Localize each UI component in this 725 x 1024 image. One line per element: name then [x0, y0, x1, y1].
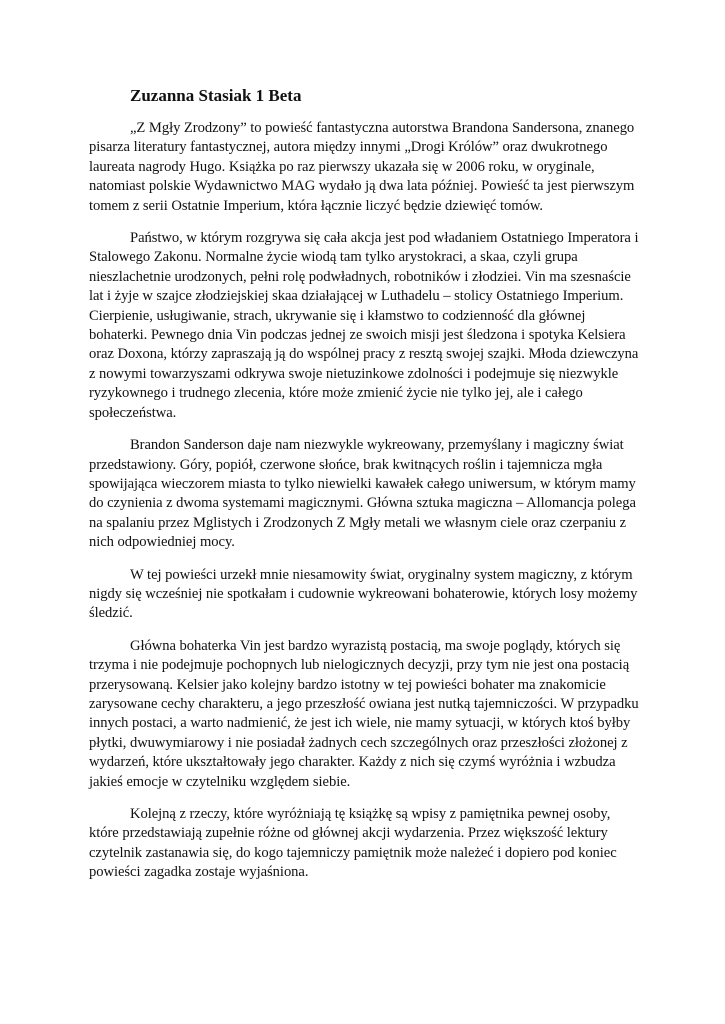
document-page: [89, 86, 641, 896]
paragraph-6: Kolejną z rzeczy, które wyróżniają tę książkę są wpisy z pamiętnika pewnej osoby, które przedstawiają zupełnie różne od głównej akcji wydarzenia. Przez większość lektury czytelnik zastanawia się, do kogo tajemniczy pamiętnik może należeć i dopiero pod koniec powieści zagadka zostaje wyjaśniona.: [89, 806, 617, 881]
paragraph-4: W tej powieści urzekł mnie niesamowity świat, oryginalny system magiczny, z którym nigdy się wcześniej nie spotkałam i cudownie wykreowani bohaterowie, których losy możemy śledzić.: [89, 566, 638, 622]
paragraph-5: Główna bohaterka Vin jest bardzo wyrazistą postacią, ma swoje poglądy, których się trzyma i nie podejmuje pochopnych lub nielogicznych decyzji, przy tym nie jest ona postacią przerysowaną. Kelsier jako kolejny bardzo istotny w tej powieści bohater ma znakomicie zarysowane cechy charakteru, a jego przeszłość owiana jest nutką tajemniczości. W przypadku innych postaci, a warto nadmienić, że jest ich wiele, nie mamy sytuacji, w których ktoś byłby płytki, dwuwymiarowy i nie posiadał żadnych cech szczególnych oraz przeszłości złożonej z wydarzeń, które ukształtowały jego charakter. Każdy z nich się czymś wyróżnia i wzbudza jakieś emocje w czytelniku względem siebie.: [89, 637, 639, 790]
paragraph-2: Państwo, w którym rozgrywa się cała akcja jest pod władaniem Ostatniego Imperatora i Stalowego Zakonu. Normalne życie wiodą tam tylko arystokraci, a skaa, czyli grupa nieszlachetnie urodzonych, pełni rolę podwładnych, robotników i złodziei. Vin ma szesnaście lat i żyje w szajce złodziejskiej skaa działającej w Luthadelu – stolicy Ostatniego Imperium. Cierpienie, usługiwanie, strach, ukrywanie się i kłamstwo to codzienność dla głównej bohaterki. Pewnego dnia Vin podczas jednej ze swoich misji jest śledzona i spotyka Kelsiera oraz Doxona, którzy zapraszają ją do wspólnej pracy z resztą swojej szajki. Młoda dziewczyna z nowymi towarzyszami odkrywa swoje nietuzinkowe zdolności i podejmuje się niezwykle ryzykownego i trudnego zlecenia, które może zmienić życie nie tylko jej, ale i całego społeczeństwa.: [89, 230, 639, 421]
paragraph-3: Brandon Sanderson daje nam niezwykle wykreowany, przemyślany i magiczny świat przedstawiony. Góry, popiół, czerwone słońce, brak kwitnących roślin i tajemnicza mgła spowijająca wieczorem miasta to tylko niewielki kawałek całego uniwersum, w którym mamy do czynienia z dwoma systemami magicznymi. Główna sztuka magiczna – Allomancja polega na spalaniu przez Mglistych i Zrodzonych Z Mgły metali we własnym ciele oraz czerpaniu z nich odpowiedniej mocy.: [89, 437, 636, 551]
paragraph-1: „Z Mgły Zrodzony” to powieść fantastyczna autorstwa Brandona Sandersona, znanego pisarza literatury fantastycznej, autora między innymi „Drogi Królów” oraz dwukrotnego laureata nagrody Hugo. Książka po raz pierwszy ukazała się w 2006 roku, w oryginale, natomiast polskie Wydawnictwo MAG wydało ją dwa lata później. Powieść ta jest pierwszym tomem z serii Ostatnie Imperium, która łącznie liczyć będzie dziewięć tomów.: [89, 120, 635, 214]
document-title: Zuzanna Stasiak 1 Beta: [130, 86, 302, 105]
